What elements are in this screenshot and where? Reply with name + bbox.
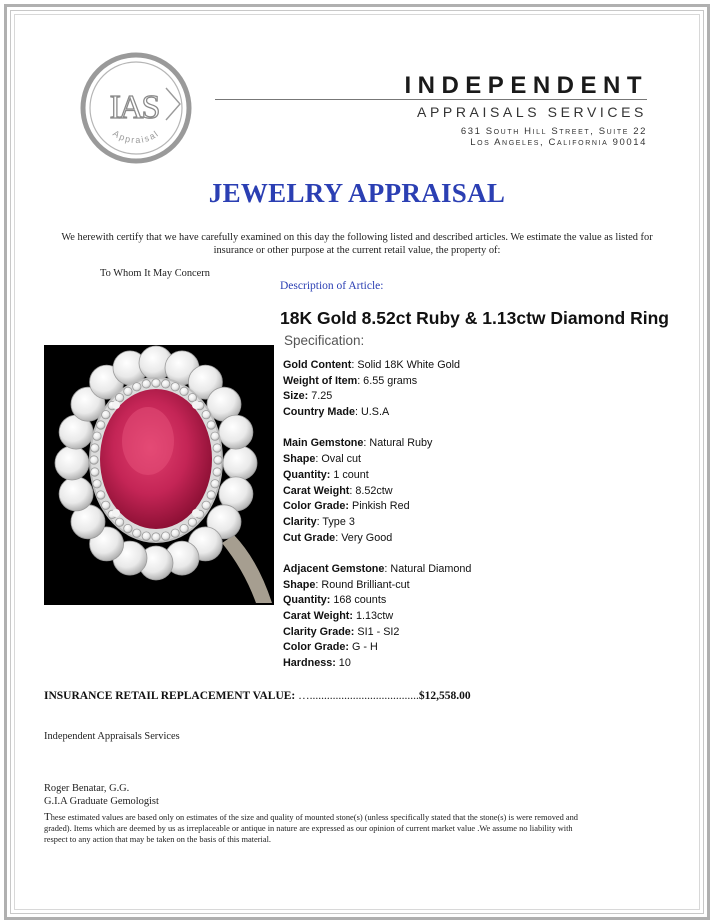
ring-image [44, 345, 274, 605]
address-line-1: 631 South Hill Street, Suite 22 [460, 126, 647, 137]
diamond-stone [102, 501, 110, 509]
header-divider [215, 99, 647, 100]
diamond-stone [180, 524, 188, 532]
spec-spacer [283, 421, 663, 437]
spec-row: Weight of Item: 6.55 grams [283, 374, 418, 387]
company-name: INDEPENDENT [404, 72, 648, 99]
diamond-stone [115, 518, 123, 526]
spec-row: Color Grade: G - H [283, 641, 378, 654]
logo-arrow-icon [166, 88, 180, 120]
diamond-stone [152, 379, 160, 387]
specifications-list [283, 358, 663, 672]
spec-row: Shape: Round Brilliant-cut [283, 578, 410, 591]
diamond-stone [142, 532, 150, 540]
diamond-stone [133, 529, 141, 537]
diamond-stone [211, 480, 219, 488]
spec-row: Gold Content: Solid 18K White Gold [283, 359, 460, 371]
diamond-stone [124, 387, 132, 395]
spec-row: Carat Weight: 8.52ctw [283, 484, 393, 497]
item-title: 18K Gold 8.52ct Ruby & 1.13ctw Diamond Ring [280, 308, 669, 328]
ring-photo [44, 345, 274, 605]
diamond-stone [55, 446, 89, 480]
leader-dots: …...................................... [295, 690, 419, 702]
diamond-stone [207, 491, 215, 499]
spec-row: Quantity: 168 counts [283, 594, 387, 607]
specification-label: Specification: [284, 333, 365, 348]
diamond-stone [223, 446, 257, 480]
logo-ring-text: Appraisal [111, 128, 161, 146]
spec-row: Carat Weight: 1.13ctw [283, 610, 394, 622]
description-label: Description of Article: [280, 280, 384, 292]
diamond-stone [97, 491, 105, 499]
spec-row: Adjacent Gemstone: Natural Diamond [283, 562, 472, 575]
ias-logo [80, 52, 192, 164]
insurance-value-line [44, 690, 471, 702]
diamond-stone [188, 518, 196, 526]
document-title: JEWELRY APPRAISAL [208, 178, 506, 208]
diamond-stone [124, 524, 132, 532]
certification-statement: We herewith certify that we have carefully examined on this day the following listed and described articles. We estimate the value as listed for insurance or other purpose at the current retail value, the property of: [61, 232, 653, 256]
signer-block [44, 782, 159, 808]
diamond-stone [171, 529, 179, 537]
signing-company: Independent Appraisals Services [44, 731, 180, 742]
disclaimer [44, 812, 584, 845]
diamond-stone [211, 432, 219, 440]
diamond-stone [97, 421, 105, 429]
diamond-stone [202, 501, 210, 509]
diamond-stone [93, 432, 101, 440]
diamond-stone [162, 380, 170, 388]
logo-monogram: IAS [109, 89, 159, 126]
recipient: To Whom It May Concern [100, 268, 210, 279]
spec-row: Color Grade: Pinkish Red [283, 500, 410, 513]
diamond-stone [219, 415, 253, 449]
diamond-stone [214, 456, 222, 464]
diamond-stone [162, 532, 170, 540]
diamond-stone [91, 468, 99, 476]
address-line-2: Los Angeles, California 90014 [470, 137, 647, 148]
spec-row: Country Made: U.S.A [283, 406, 390, 419]
diamond-stone [152, 533, 160, 541]
diamond-stone [171, 383, 179, 391]
insurance-value-label: INSURANCE RETAIL REPLACEMENT VALUE: [44, 690, 296, 702]
signer-name: Roger Benatar, G.G. [44, 783, 130, 794]
diamond-stone [213, 468, 221, 476]
spec-row: Shape: Oval cut [283, 453, 362, 466]
spec-row: Clarity Grade: SI1 - SI2 [283, 625, 400, 638]
diamond-stone [188, 394, 196, 402]
spec-row: Quantity: 1 count [283, 468, 369, 481]
spec-row: Size: 7.25 [283, 390, 333, 403]
diamond-stone [133, 383, 141, 391]
insurance-value-amount: $12,558.00 [418, 690, 471, 702]
diamond-stone [115, 394, 123, 402]
spec-row: Hardness: 10 [283, 657, 351, 670]
diamond-stone [90, 456, 98, 464]
spec-row: Cut Grade: Very Good [283, 531, 393, 544]
spec-spacer [283, 546, 663, 562]
disclaimer-text: hese estimated values are based only on estimates of the size and quality of mounted stone(s) (unless specifically stated that the stone(s) is were removed and graded). Items which are deemed by us as irreplaceable or antique in nature are expressed as our opinion of current market value .We assume no liability with respect to any action that may be taken on the basis of this material. [44, 813, 578, 844]
diamond-stone [142, 380, 150, 388]
diamond-stone [213, 444, 221, 452]
diamond-stone [102, 411, 110, 419]
diamond-stone [202, 411, 210, 419]
disclaimer-initial: T [44, 811, 51, 823]
company-subtitle: APPRAISALS SERVICES [417, 104, 647, 120]
diamond-stone [180, 387, 188, 395]
signer-credential: G.I.A Graduate Gemologist [44, 796, 159, 807]
diamond-stone [91, 444, 99, 452]
diamond-stone [59, 477, 93, 511]
spec-row: Clarity: Type 3 [283, 515, 355, 528]
diamond-stone [93, 480, 101, 488]
spec-row: Main Gemstone: Natural Ruby [283, 437, 433, 450]
diamond-stone [207, 421, 215, 429]
